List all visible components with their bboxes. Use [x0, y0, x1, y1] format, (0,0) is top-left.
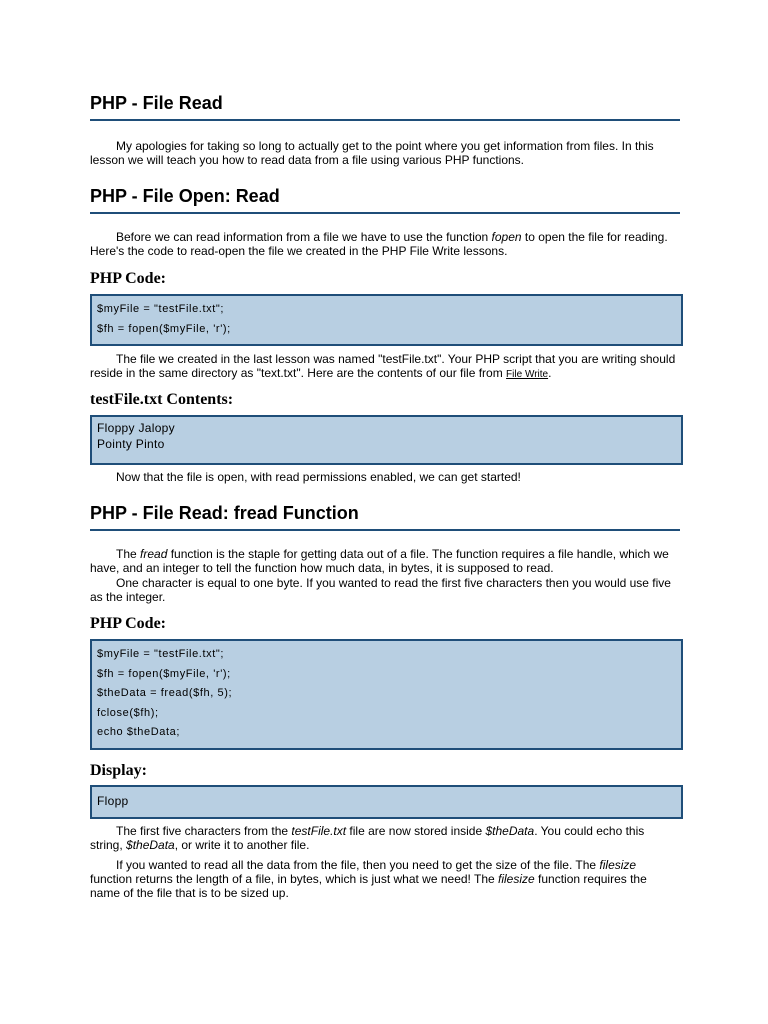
display-output-block [90, 785, 683, 819]
text-span: If you wanted to read all the data from the file, then you need to get the size of the file. The [116, 858, 600, 872]
text-span: Before we can read information from a file we have to use the function [116, 230, 492, 244]
code-block-fread [90, 639, 683, 750]
thedata-term: $theData [126, 838, 175, 852]
code-line: $fh = fopen($myFile, 'r'); [97, 322, 231, 335]
filesize-term: filesize [599, 858, 637, 872]
file-open-paragraph [90, 230, 680, 258]
text-span: The [116, 547, 141, 561]
file-created-paragraph [90, 352, 680, 382]
php-code-label-1: PHP Code: [90, 270, 166, 287]
section-title-file-open-read: PHP - File Open: Read [90, 185, 680, 214]
one-byte-paragraph: One character is equal to one byte. If you wanted to read the first five characters then you would use five as the integer. [90, 576, 671, 604]
file-open-ready-paragraph: Now that the file is open, with read permissions enabled, we can get started! [116, 470, 521, 484]
code-block-open [90, 294, 683, 346]
text-span: . You could echo this string, [90, 824, 645, 852]
section-title-file-read: PHP - File Read [90, 92, 680, 121]
contents-line: Floppy Jalopy [97, 421, 175, 435]
code-line: $fh = fopen($myFile, 'r'); [97, 667, 231, 680]
code-line: $myFile = "testFile.txt"; [97, 648, 225, 660]
text-span: The file we created in the last lesson was named "testFile.txt". Your PHP script that you are writing should reside in the same directory as "text.txt". Here are the contents of our file from [90, 352, 676, 380]
text-span: file are now stored inside [346, 824, 486, 838]
contents-line: Pointy Pinto [97, 436, 165, 451]
text-span: to open the file for reading. Here's the code to read-open the file we created in the PHP File Write lessons. [90, 230, 668, 258]
filesize-paragraph [90, 858, 680, 900]
fopen-term: fopen [491, 230, 522, 244]
text-span: function is the staple for getting data out of a file. The function requires a file handle, which we have, and an integer to tell the function how much data, in bytes, it is supposed to read. [90, 547, 669, 575]
testfile-contents-label: testFile.txt Contents: [90, 391, 234, 408]
testfile-term: testFile.txt [291, 824, 347, 838]
section-title-fread-function: PHP - File Read: fread Function [90, 502, 680, 531]
text-span: function requires the name of the file that is to be sized up. [90, 872, 647, 900]
first-five-paragraph [90, 824, 680, 852]
thedata-term: $theData [485, 824, 535, 838]
display-line: Flopp [97, 794, 129, 808]
fread-paragraph [90, 547, 680, 575]
file-contents-block [90, 415, 683, 465]
text-span: function returns the length of a file, in bytes, which is just what we need! The [90, 872, 499, 886]
php-code-label-2: PHP Code: [90, 615, 166, 632]
intro-paragraph: My apologies for taking so long to actually get to the point where you get information from files. In this lesson we will teach you how to read data from a file using various PHP functions. [90, 139, 654, 167]
code-line: $myFile = "testFile.txt"; [97, 303, 225, 315]
display-label: Display: [90, 762, 147, 779]
text-span: , or write it to another file. [174, 838, 310, 852]
filesize-term: filesize [498, 872, 535, 886]
file-write-link[interactable]: File Write [506, 369, 549, 380]
code-line: echo $theData; [97, 726, 181, 738]
code-line: $theData = fread($fh, 5); [97, 687, 233, 699]
text-span: . [548, 366, 552, 380]
fread-term: fread [140, 547, 168, 561]
code-line: fclose($fh); [97, 706, 159, 719]
text-span: The first five characters from the [116, 824, 292, 838]
